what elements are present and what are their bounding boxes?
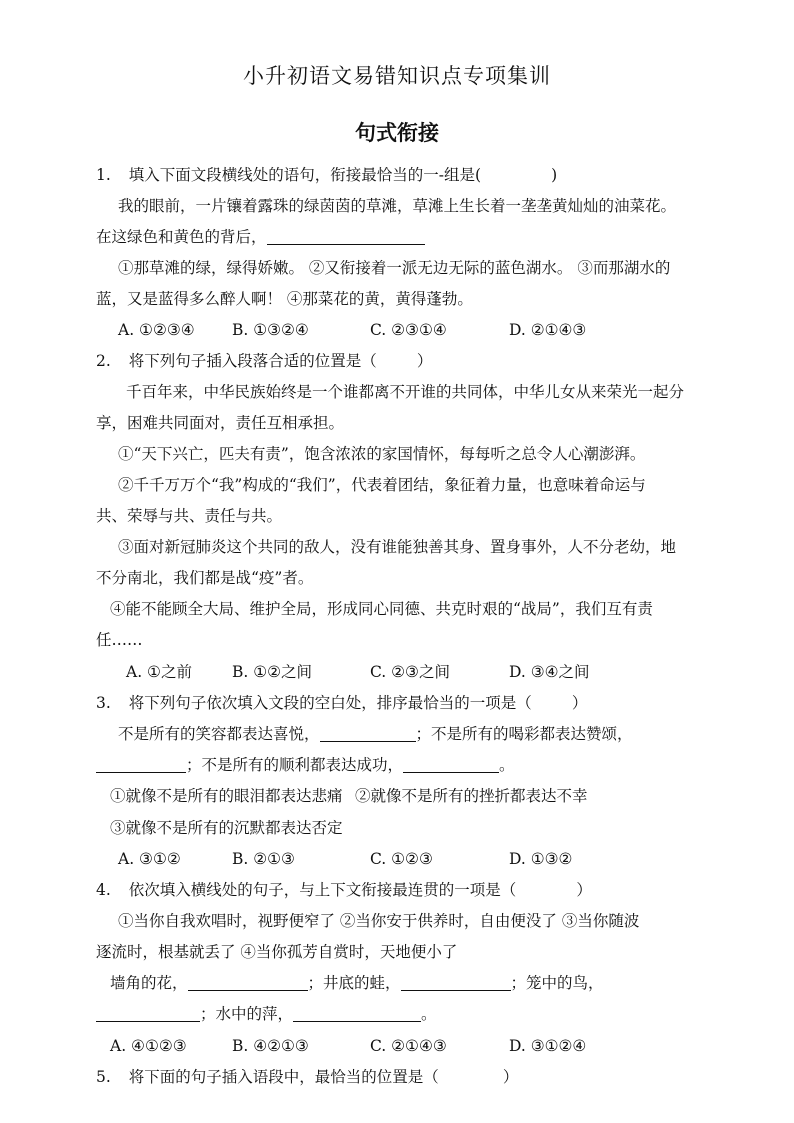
section-title: 句式衔接 <box>355 120 439 145</box>
question-2-stem: 2. 将下列句子插入段落合适的位置是（ ） <box>96 352 433 370</box>
question-2-sentence-3-line-2: 不分南北，我们都是战“疫”者。 <box>96 569 314 587</box>
question-4-sentences-line-2: 逐流时，根基就丢了 ④当你孤芳自赏时，天地便小了 <box>96 943 458 961</box>
question-2-passage-line-2: 享，困难共同面对，责任互相承担。 <box>96 414 345 432</box>
blank-line <box>96 1007 200 1022</box>
blank-line <box>403 758 499 773</box>
question-5-stem: 5. 将下面的句子插入语段中，最恰当的位置是（ ） <box>96 1068 519 1086</box>
blank-line <box>267 230 425 245</box>
question-1-sentences-line-2: 蓝，又是蓝得多么醉人啊！ ④那菜花的黄，黄得蓬勃。 <box>96 290 473 308</box>
question-4-stem: 4. 依次填入横线处的句子，与上下文衔接最连贯的一项是（ ） <box>96 881 592 899</box>
blank-line <box>293 1007 421 1022</box>
blank-line <box>96 758 186 773</box>
question-2-sentence-2-line-2: 共、荣辱与共、责任与共。 <box>96 507 283 525</box>
question-3-option-c: C. ①②③ <box>370 850 433 868</box>
question-4-option-d: D. ③①②④ <box>509 1037 587 1055</box>
question-3-option-d: D. ①③② <box>509 850 573 868</box>
question-3-passage-line-1: 不是所有的笑容都表达喜悦， ；不是所有的喝彩都表达赞颂， <box>118 725 633 743</box>
question-3-sentence-2: ②就像不是所有的挫折都表达不幸 <box>355 787 588 805</box>
question-2-sentence-4-line-2: 任…… <box>96 631 143 649</box>
blank-line <box>401 976 511 991</box>
question-4-passage-line-2: ；水中的萍， 。 <box>96 1004 437 1024</box>
question-1-option-b: B. ①③②④ <box>232 321 309 339</box>
question-2-passage-line-1: 千百年来，中华民族始终是一个谁都离不开谁的共同体，中华儿女从来荣光一起分 <box>126 383 685 401</box>
question-4-passage-line-1: 墙角的花， ；井底的蛙， ；笼中的鸟， <box>110 974 604 992</box>
question-3-sentence-1: ①就像不是所有的眼泪都表达悲痛 <box>110 787 343 805</box>
question-2-option-b: B. ①②之间 <box>232 663 313 681</box>
blank-line <box>188 976 308 991</box>
question-3-sentence-3: ③就像不是所有的沉默都表达否定 <box>110 819 343 837</box>
question-4-option-b: B. ④②①③ <box>232 1037 309 1055</box>
question-1-passage-line-2: 在这绿色和黄色的背后， <box>96 227 425 247</box>
page-title: 小升初语文易错知识点专项集训 <box>243 64 551 88</box>
question-1-option-c: C. ②③①④ <box>370 321 447 339</box>
question-1-stem: 1. 填入下面文段横线处的语句，衔接最恰当的一-组是( ) <box>96 166 558 184</box>
question-2-sentence-4-line-1: ④能不能顾全大局、维护全局，形成同心同德、共克时艰的“战局”，我们互有责 <box>110 600 653 618</box>
question-1-option-d: D. ②①④③ <box>509 321 587 339</box>
question-2-sentence-1: ①“天下兴亡，匹夫有责”，饱含浓浓的家国情怀，每每听之总令人心潮澎湃。 <box>118 445 646 463</box>
question-1-passage-line-1: 我的眼前，一片镶着露珠的绿茵茵的草滩，草滩上生长着一垄垄黄灿灿的油菜花。 <box>118 197 677 215</box>
question-1-sentences-line-1: ①那草滩的绿，绿得娇嫩。 ②又衔接着一派无边无际的蓝色湖水。 ③而那湖水的 <box>118 259 671 277</box>
question-3-option-a: A. ③①② <box>118 850 181 868</box>
question-2-option-a: A. ①之前 <box>126 663 192 681</box>
question-4-option-a: A. ④①②③ <box>110 1037 187 1055</box>
question-1-option-a: A. ①②③④ <box>118 321 195 339</box>
question-3-passage-line-2: ；不是所有的顺利都表达成功， 。 <box>96 755 515 775</box>
question-4-option-c: C. ②①④③ <box>370 1037 447 1055</box>
question-2-sentence-3-line-1: ③面对新冠肺炎这个共同的敌人，没有谁能独善其身、置身事外，人不分老幼，地 <box>118 538 677 556</box>
question-4-sentences-line-1: ①当你自我欢唱时，视野便窄了 ②当你安于供养时，自由便没了 ③当你随波 <box>118 912 640 930</box>
question-3-option-b: B. ②①③ <box>232 850 295 868</box>
question-2-sentence-2-line-1: ②千千万万个“我”构成的“我们”，代表着团结，象征着力量，也意味着命运与 <box>118 476 646 494</box>
blank-line <box>320 727 416 742</box>
question-2-option-c: C. ②③之间 <box>370 663 450 681</box>
question-3-stem: 3. 将下列句子依次填入文段的空白处，排序最恰当的一项是（ ） <box>96 694 588 712</box>
question-2-option-d: D. ③④之间 <box>509 663 590 681</box>
